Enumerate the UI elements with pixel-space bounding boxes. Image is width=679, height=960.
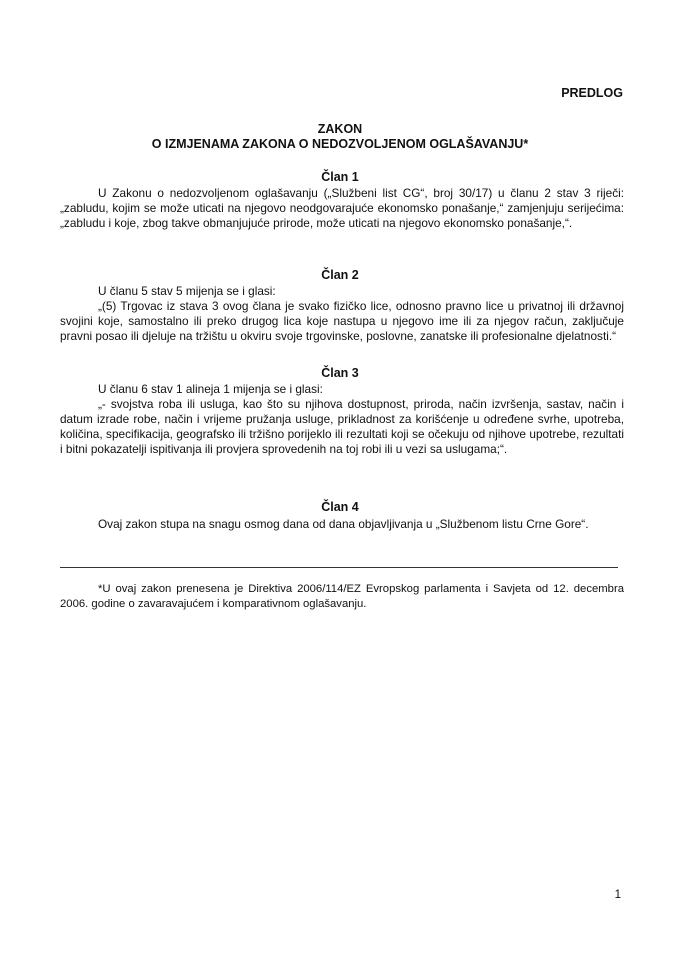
title-line-1: ZAKON <box>317 122 363 136</box>
article-2-body <box>60 284 624 344</box>
article-3-paragraph-1: U članu 6 stav 1 alineja 1 mijenja se i glasi: <box>98 382 323 396</box>
article-1-body <box>60 186 624 231</box>
article-2-paragraph-2: „(5) Trgovac iz stava 3 ovog člana je svako fizičko lice, odnosno pravno lice u privatnoj ili državnoj svojini koje, samostalno ili preko drugog lica koje nastupa u njegovo ime ili za njegov račun, zaključuje pravni posao ili djeluje na tržištu u okviru svoje trgovinske, poslovne, zanatske ili profesionalne djelatnosti.“ <box>60 299 624 343</box>
page-number: 1 <box>614 889 621 901</box>
proposal-label: PREDLOG <box>561 86 623 100</box>
article-3-paragraph-2: „- svojstva roba ili usluga, kao što su njihova dostupnost, priroda, način izvršenja, sastav, način i datum izrade robe, način i vrijeme pružanja usluge, prikladnost za korišćenje u određene svrhe, upotreba, količina, specifikacija, geografsko ili tržišno porijeklo ili rezultati koji se očekuju od njihove upotrebe, rezultati i bitni pokazatelji ispitivanja ili provjera sprovedenih na toj robi ili u vezi sa uslugama;“. <box>60 397 624 456</box>
article-2-paragraph-1: U članu 5 stav 5 mijenja se i glasi: <box>98 284 276 298</box>
footnote-divider <box>60 567 618 568</box>
title-line-2: O IZMJENAMA ZAKONA O NEDOZVOLJENOM OGLAŠAVANJU* <box>151 137 529 151</box>
law-title <box>60 122 620 152</box>
article-2-heading: Član 2 <box>321 268 359 282</box>
article-1-paragraph-1: U Zakonu o nedozvoljenom oglašavanju („Službeni list CG“, broj 30/17) u članu 2 stav 3 riječi: „zabludu, kojim se može uticati na njegovo neodgovarajuće ekonomsko ponašanje,“ zamjenjuju serijećima: „zabludu i koje, zbog takve obmanjujuće prirode, može uticati na njegovo ekonomsko ponašanje,“. <box>60 186 624 230</box>
article-4-heading: Član 4 <box>321 500 359 514</box>
article-4-paragraph-1: Ovaj zakon stupa na snagu osmog dana od dana objavljivanja u „Službenom listu Crne Gore“. <box>98 517 589 531</box>
footnote <box>60 582 624 612</box>
article-4-body <box>60 517 624 532</box>
article-1-heading: Član 1 <box>321 170 359 184</box>
article-3-body <box>60 382 624 457</box>
footnote-text: *U ovaj zakon prenesena je Direktiva 2006/114/EZ Evropskog parlamenta i Savjeta od 12. decembra 2006. godine o zavaravajućem i komparativnom oglašavanju. <box>60 583 624 610</box>
article-3-heading: Član 3 <box>321 366 359 380</box>
